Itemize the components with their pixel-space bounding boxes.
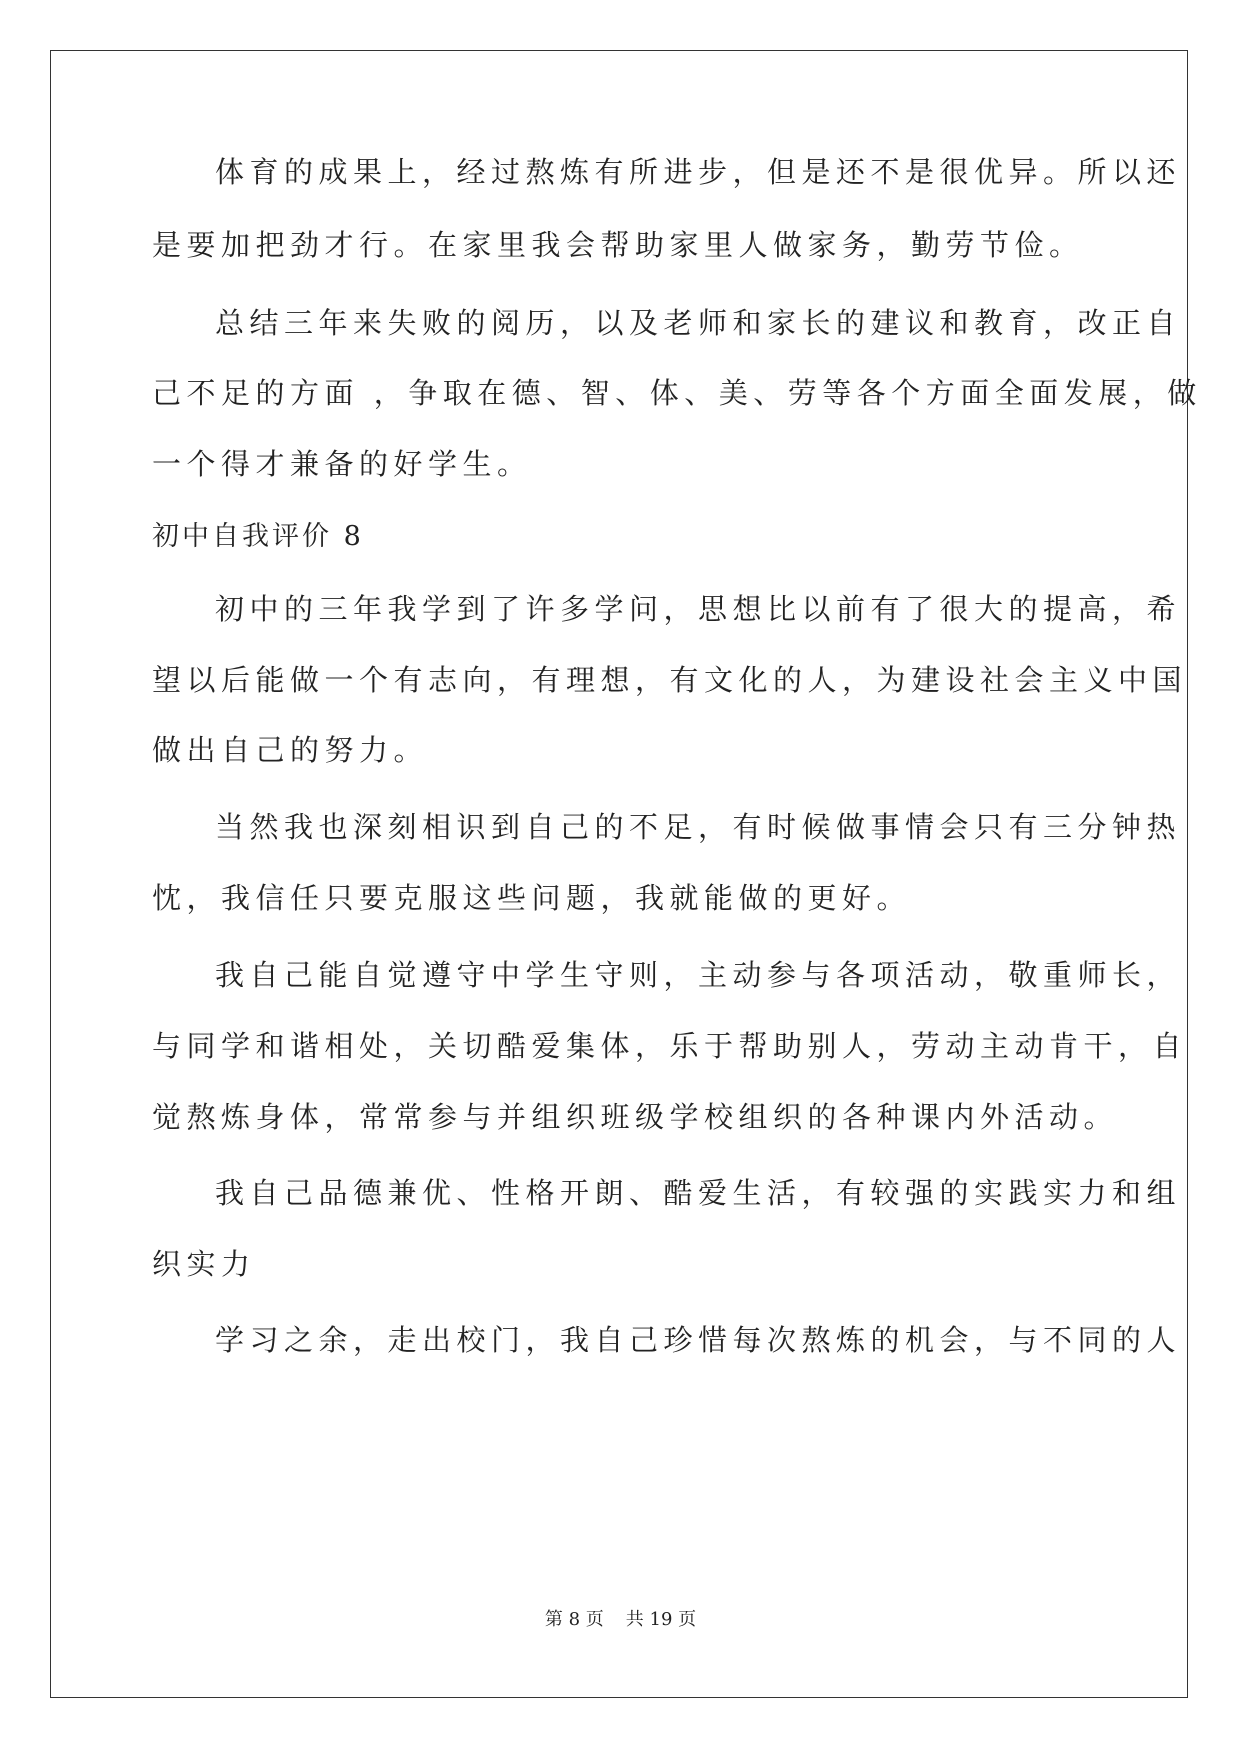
body-text-line: 织实力 bbox=[152, 1247, 256, 1281]
body-text-line: 初中的三年我学到了许多学问，思想比以前有了很大的提高，希 bbox=[215, 592, 1182, 626]
body-text-line: 做出自己的努力。 bbox=[152, 733, 429, 767]
body-text-line: 总结三年来失败的阅历，以及老师和家长的建议和教育，改正自 bbox=[215, 306, 1182, 340]
body-text-line: 我自己品德兼优、性格开朗、酷爱生活，有较强的实践实力和组 bbox=[215, 1176, 1182, 1210]
body-text-line: 体育的成果上，经过熬炼有所进步，但是还不是很优异。所以还 bbox=[215, 155, 1182, 189]
page-footer bbox=[0, 1608, 1241, 1632]
page-total: 共 19 页 bbox=[625, 1609, 697, 1630]
body-text-line: 望以后能做一个有志向，有理想，有文化的人，为建设社会主义中国 bbox=[152, 663, 1188, 697]
body-text-line: 与同学和谐相处，关切酷爱集体，乐于帮助别人，劳动主动肯干，自 bbox=[152, 1029, 1188, 1063]
page-border bbox=[50, 50, 1188, 1698]
body-text-line: 当然我也深刻相识到自己的不足，有时候做事情会只有三分钟热 bbox=[215, 810, 1182, 844]
body-text-line: 是要加把劲才行。在家里我会帮助家里人做家务，勤劳节俭。 bbox=[152, 228, 1084, 262]
body-text-line: 一个得才兼备的好学生。 bbox=[152, 447, 532, 481]
section-heading: 初中自我评价 8 bbox=[152, 521, 364, 552]
body-text-line: 觉熬炼身体，常常参与并组织班级学校组织的各种课内外活动。 bbox=[152, 1100, 1119, 1134]
body-text-line: 我自己能自觉遵守中学生守则，主动参与各项活动，敬重师长， bbox=[215, 958, 1182, 992]
page-number: 第 8 页 bbox=[544, 1609, 604, 1630]
body-text-line: 己不足的方面 ，争取在德、智、体、美、劳等各个方面全面发展，做 bbox=[152, 376, 1202, 410]
body-text-line: 学习之余，走出校门，我自己珍惜每次熬炼的机会，与不同的人 bbox=[215, 1323, 1182, 1357]
body-text-line: 忱，我信任只要克服这些问题，我就能做的更好。 bbox=[152, 881, 912, 915]
